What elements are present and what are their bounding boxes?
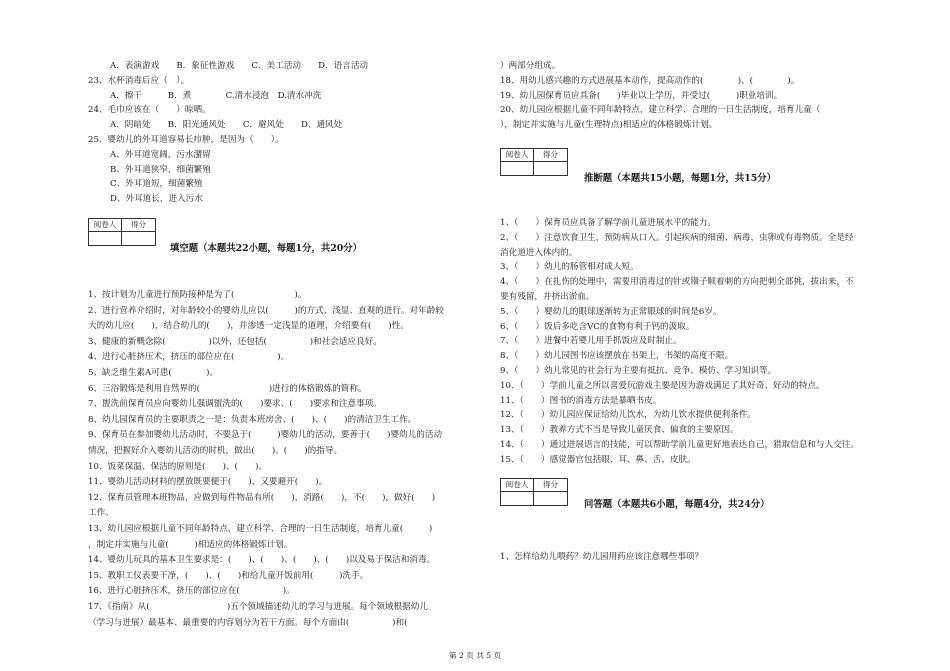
question-line: ，制定并实施与儿童( )相适应的体格锻炼计划。	[88, 539, 293, 550]
question-line: 15、教职工仪表要干净，( )、( )和给儿童开饭前用( )洗手。	[88, 570, 369, 581]
score-label: 得分	[534, 479, 567, 492]
question-line: 20、幼儿园应根据儿童不同年龄特点，建立科学、合理的一日生活制度，培育儿童（	[500, 105, 821, 116]
question-line: 2、（ ）注意饮食卫生，预防病从口入。引起疾病的细菌、病毒、虫卵或有毒物质。全是经	[500, 232, 854, 243]
reviewer-label: 阅卷人	[89, 219, 122, 232]
reviewer-label: 阅卷人	[501, 149, 534, 162]
question-line: 15、（ ）感觉器官包括眼、耳、鼻、舌、皮肤。	[500, 454, 696, 465]
question-line: 9、（ ）幼儿常见的社会行为主要有抵抗、竞争、模仿、学习知识等。	[500, 366, 777, 376]
question-line: 4、（ ）在扎伤的处理中，需要用消毒过的针或镊子顺着刺的方向把刺全部挑，拔出来，不	[500, 277, 854, 288]
section-title-judge: 推断题（本题共15小题，每题1分，共15分）	[584, 173, 776, 184]
question-line: 19、幼儿园保育员应具备( )毕业以上学历，并受过( )职业培训。	[500, 90, 783, 101]
question-line: 7、（ ）进餐中若婴儿用手抓饭应及时制止。	[500, 336, 682, 347]
question-line: 12、（ ）幼儿园应保证给幼儿饮水，为幼儿饮水提供便利条件。	[500, 410, 756, 421]
question-line: ），制定并实施与儿童(生理特点)相适应的体格锻炼计划。	[500, 120, 718, 131]
question-line: 16、进行心脏挤压术，挤压的部位应在( )。	[88, 586, 295, 597]
question-line: 9、保育员在参加婴幼儿活动时，不要急于( )婴幼儿的活动，要善于( )婴幼儿的活动	[88, 430, 443, 441]
score-cell[interactable]	[534, 162, 567, 175]
page-footer: 第 2 页 共 5 页	[448, 651, 502, 660]
question-line: D、外耳道长，进入污水	[110, 194, 203, 205]
question-line: （学习与进展）最基本、最重要的内容划分为若干方面。每个方面由( )和(	[88, 617, 417, 628]
question-line: 3、（ ）幼儿的肠管相对成人短。	[500, 262, 639, 273]
question-line: 13、幼儿园应根据儿童不同年龄特点，建立科学、合理的一日生活制度，培育儿童( )	[88, 524, 433, 534]
section-title-qa: 问答题（本题共6小题，每题4分，共24分）	[584, 499, 770, 510]
question-line: 情况，把握好介入婴幼儿活动的时机，做出( )、( )的指导。	[88, 446, 343, 456]
question-line: 24、毛巾应该在（ ）晾晒。	[88, 105, 211, 116]
question-line: 10、（ ）学前儿童之所以喜爱玩游戏主要是因为游戏满足了其好奇、好动的特点。	[500, 380, 825, 391]
reviewer-cell[interactable]	[501, 162, 534, 175]
reviewer-label: 阅卷人	[501, 479, 534, 492]
question-line: A、外耳道宽阔，污水潴留	[110, 149, 211, 160]
question-line: 13、（ ）教养方式不当是导致儿童厌食、偏食的主要原因。	[500, 425, 739, 436]
question-line: 要有残留，并挤出淤血。	[500, 292, 595, 302]
question-line: 消化道进入体内的。	[500, 247, 578, 258]
question-line: 2、进行营养介绍时，对年龄较小的婴幼儿应以( )的方式、浅显、直观的进行。对年龄较	[88, 305, 444, 316]
question-line: 14、（ ）通过进展语言的技能，可以帮助学前儿童更好地表达自己，猎取信息和与人交往。	[500, 440, 859, 450]
section-title-fill: 填空题（本题共22小题，每题1分，共20分）	[170, 243, 362, 254]
question-line: 5、（ ）婴幼儿的眼球逐渐转为正常眼球的时间是6岁。	[500, 306, 722, 317]
question-line: 3、健康的新概念除( )以外，还包括( )和社会适应良好。	[88, 336, 382, 347]
question-line: B、外耳道狭窄，细菌繁殖	[110, 164, 211, 175]
question-line: 7、盥洗前保育员应向婴幼儿强调盥洗的( )要求、( )要求和注意事项。	[88, 399, 382, 410]
question-line: A．表演游戏 B．象征性游戏 C．美工活动 D．语言活动	[110, 61, 369, 71]
question-line: A．擦干 B．煮 C.清水浸泡 D.清水冲洗	[110, 90, 322, 101]
reviewer-cell[interactable]	[89, 232, 122, 245]
question-line: 8、幼儿园保育员的主要职责之一是：负责本班房舍、( )、( )的清洁卫生工作。	[88, 414, 417, 425]
question-line: 1、（ ）保育员应具备了解学前儿童进展水平的能力。	[500, 218, 717, 228]
question-line: 11、婴幼儿活动材料的摆放既要便于( )，又要避开( )。	[88, 477, 328, 488]
score-cell[interactable]	[122, 232, 155, 245]
question-line: 1、按计划为儿童进行预防接种是为了( )。	[88, 290, 307, 300]
score-label: 得分	[122, 219, 155, 232]
question-line: 1、怎样给幼儿喂药？幼儿园用药应该注意哪些事项？	[500, 552, 704, 562]
question-line: 11、（ ）图书的消毒方法是暴晒书皮。	[500, 395, 662, 406]
question-line: 6、（ ）饭后多吃含VC的食物有利于钙的汲取。	[500, 321, 695, 332]
score-label: 得分	[534, 149, 567, 162]
question-line: 12、保育员管理本班物品，应做到每件物品有所( )，消路( )，不( )，做好( )	[88, 492, 436, 503]
question-line: 4、进行心脏挤压术，挤压的部位应在( )。	[88, 352, 290, 363]
score-cell[interactable]	[534, 492, 567, 505]
reviewer-cell[interactable]	[501, 492, 534, 505]
question-line: ）两部分组成。	[500, 61, 561, 71]
question-line: 23、水杯消毒后应（ ）。	[88, 75, 190, 86]
question-line: 工作。	[88, 508, 114, 519]
question-line: 6、三浴锻炼是利用自然界的( )进行的体格锻炼的简称。	[88, 383, 367, 394]
score-box-fill	[88, 218, 156, 246]
question-line: 18、用幼儿感兴趣的方式进展基本动作，提高动作的( )、( )。	[500, 75, 800, 86]
question-line: 17、《指南》从( )五个领域描述幼儿的学习与进展。每个领域根据幼儿	[88, 602, 428, 612]
score-box-qa	[500, 478, 568, 506]
question-line: 大的幼儿应( )，结合幼儿的( )，并渗透一定浅显的道理，介绍要有( )性。	[88, 321, 409, 332]
question-line: 8、（ ）幼儿园图书应该摆放在书架上，书架的高度不限。	[500, 351, 734, 362]
score-box-judge	[500, 148, 568, 176]
question-line: 25、婴幼儿的外耳道容易长疖肿，是因为（ ）。	[88, 135, 284, 145]
question-line: 5、缺乏维生素A可患( )。	[88, 368, 219, 378]
question-line: A．阴暗处 B．阳光通风处 C．避风处 D、通风处	[110, 120, 343, 131]
question-line: 10、饭菜保温、保洁的原则是( )、( )。	[88, 461, 268, 472]
question-line: C、外耳道短，细菌繁殖	[110, 179, 203, 190]
question-line: 14、婴幼儿玩具的基本卫生要求是：( )、( )、( )、( )以及易于保洁和消毒。	[88, 555, 436, 566]
